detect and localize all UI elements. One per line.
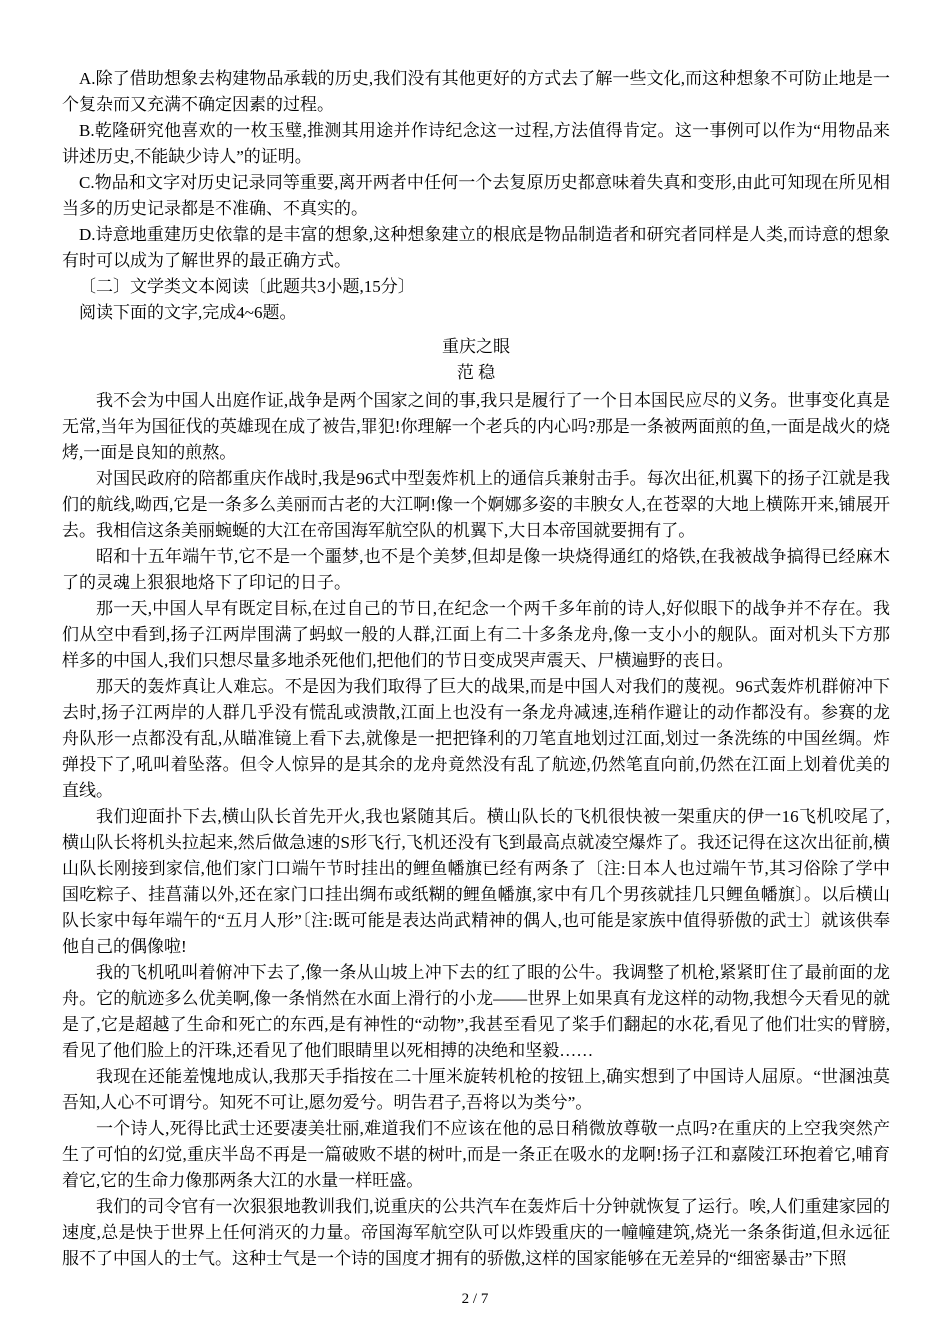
article-author: 范 稳 xyxy=(456,363,496,382)
article-paragraph: 一个诗人,死得比武士还要凄美壮丽,难道我们不应该在他的忌日稍微放尊敬一点吗?在重庆的上空我突然产生了可怕的幻觉,重庆半岛不再是一篇破败不堪的树叶,而是一条正在吸水的龙啊!扬子江和嘉陵江环抱着它,哺育着它,它的生命力像那两条大江的水量一样旺盛。 xyxy=(62,1119,890,1190)
article-paragraph: 我不会为中国人出庭作证,战争是两个国家之间的事,我只是履行了一个日本国民应尽的义务。世事变化真是无常,当年为国征伐的英雄现在成了被告,罪犯!你理解一个老兵的内心吗?那是一条被两面煎的鱼,一面是战火的烧烤,一面是良知的煎熬。 xyxy=(62,391,890,462)
choice-option-c: C.物品和文字对历史记录同等重要,离开两者中任何一个去复原历史都意味着失真和变形,由此可知现在所见相当多的历史记录都是不准确、不真实的。 xyxy=(62,173,890,218)
choice-option-a: A.除了借助想象去构建物品承载的历史,我们没有其他更好的方式去了解一些文化,而这种想象不可防止地是一个复杂而又充满不确定因素的过程。 xyxy=(62,69,890,114)
article-paragraph: 我现在还能羞愧地成认,我那天手指按在二十厘米旋转机枪的按钮上,确实想到了中国诗人屈原。“世溷浊莫吾知,人心不可谓兮。知死不可让,愿勿爱兮。明告君子,吾将以为类兮”。 xyxy=(62,1067,890,1112)
choice-option-d: D.诗意地重建历史依靠的是丰富的想象,这种想象建立的根底是物品制造者和研究者同样是人类,而诗意的想象有时可以成为了解世界的最正确方式。 xyxy=(62,225,890,270)
article-paragraph: 昭和十五年端午节,它不是一个噩梦,也不是个美梦,但却是像一块烧得通红的烙铁,在我被战争搞得已经麻木了的灵魂上狠狠地烙下了印记的日子。 xyxy=(62,547,890,592)
article-paragraph: 那天的轰炸真让人难忘。不是因为我们取得了巨大的战果,而是中国人对我们的蔑视。96式轰炸机群俯冲下去时,扬子江两岸的人群几乎没有慌乱或溃散,江面上也没有一条龙舟减速,连稍作避让的动作都没有。参赛的龙舟队形一点都没有乱,从瞄准镜上看下去,就像是一把把锋利的刀笔直地划过江面,划过一条洗练的中国丝绸。炸弹投下了,吼叫着坠落。但令人惊异的是其余的龙舟竟然没有乱了航迹,仍然笔直向前,仍然在江面上划着优美的直线。 xyxy=(62,677,890,800)
choice-option-b: B.乾隆研究他喜欢的一枚玉璧,推测其用途并作诗纪念这一过程,方法值得肯定。这一事例可以作为“用物品来讲述历史,不能缺少诗人”的证明。 xyxy=(62,121,890,166)
article-paragraph: 那一天,中国人早有既定目标,在过自己的节日,在纪念一个两千多年前的诗人,好似眼下的战争并不存在。我们从空中看到,扬子江两岸围满了蚂蚁一般的人群,江面上有二十多条龙舟,像一支小小的舰队。面对机头下方那样多的中国人,我们只想尽量多地杀死他们,把他们的节日变成哭声震天、尸横遍野的丧日。 xyxy=(62,599,890,670)
article-title: 重庆之眼 xyxy=(442,337,510,356)
article-paragraph: 我们的司令官有一次狠狠地教训我们,说重庆的公共汽车在轰炸后十分钟就恢复了运行。唉,人们重建家园的速度,总是快于世界上任何消灭的力量。帝国海军航空队可以炸毁重庆的一幢幢建筑,烧光一条条街道,但永远征服不了中国人的士气。这种士气是一个诗的国度才拥有的骄傲,这样的国家能够在无差异的“细密暴击”下照 xyxy=(62,1197,890,1268)
page-number: 2 / 7 xyxy=(461,1291,489,1307)
reading-instruction: 阅读下面的文字,完成4~6题。 xyxy=(79,303,297,322)
article-paragraph: 我的飞机吼叫着俯冲下去了,像一条从山坡上冲下去的红了眼的公牛。我调整了机枪,紧紧盯住了最前面的龙舟。它的航迹多么优美啊,像一条悄然在水面上滑行的小龙——世界上如果真有龙这样的动物,我想今天看见的就是了,它是超越了生命和死亡的东西,是有神性的“动物”,我甚至看见了桨手们翻起的水花,看见了他们壮实的臂膀,看见了他们脸上的汗珠,还看见了他们眼睛里以死相搏的决绝和坚毅…… xyxy=(62,963,890,1060)
article-paragraph: 对国民政府的陪都重庆作战时,我是96式中型轰炸机上的通信兵兼射击手。每次出征,机翼下的扬子江就是我们的航线,呦西,它是一条多么美丽而古老的大江啊!像一个婀娜多姿的丰腴女人,在苍翠的大地上横陈开来,铺展开去。我相信这条美丽蜿蜒的大江在帝国海军航空队的机翼下,大日本帝国就要拥有了。 xyxy=(62,469,890,540)
article-paragraph: 我们迎面扑下去,横山队长首先开火,我也紧随其后。横山队长的飞机很快被一架重庆的伊一16飞机咬尾了,横山队长将机头拉起来,然后做急速的S形飞行,飞机还没有飞到最高点就凌空爆炸了。我还记得在这次出征前,横山队长刚接到家信,他们家门口端午节时挂出的鲤鱼幡旗已经有两条了〔注:日本人也过端午节,其习俗除了学中国吃粽子、挂菖蒲以外,还在家门口挂出绸布或纸糊的鲤鱼幡旗,家中有几个男孩就挂几只鲤鱼幡旗〕。以后横山队长家中每年端午的“五月人形”〔注:既可能是表达尚武精神的偶人,也可能是家族中值得骄傲的武士〕就该供奉他自己的偶像啦! xyxy=(62,807,890,956)
section-heading: 〔二〕文学类文本阅读〔此题共3小题,15分〕 xyxy=(79,277,415,296)
